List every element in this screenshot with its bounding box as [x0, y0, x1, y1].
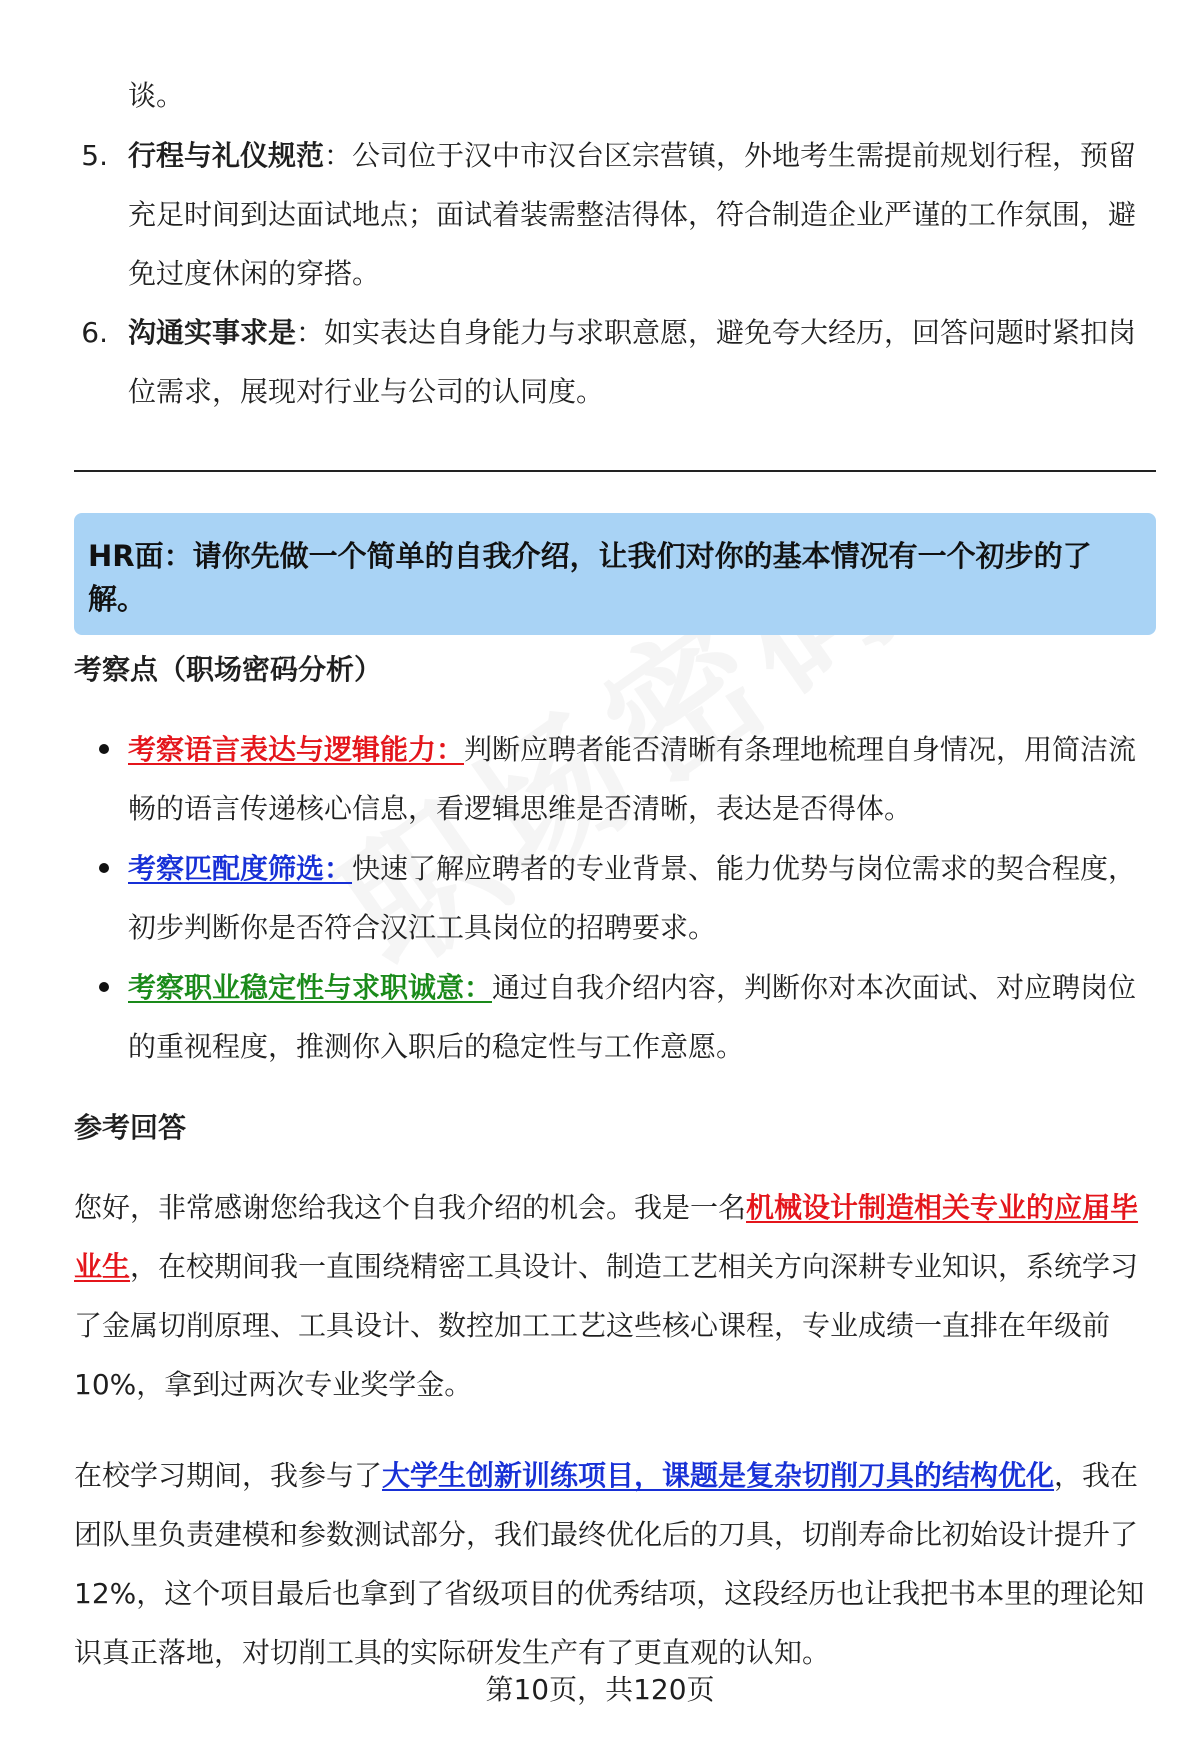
answer-text: ，在校期间我一直围绕精密工具设计、制造工艺相关方向深耕专业知识，系统学习了金属切削原理、工具设计、数控加工工艺这些核心课程，专业成绩一直排在年级前10%，拿到过两次专业奖学金。	[74, 1250, 1139, 1401]
list-item-tail: 谈。	[128, 79, 185, 112]
answer-paragraph-2	[74, 1446, 1150, 1682]
page-footer: 第10页，共120页	[485, 1673, 715, 1706]
list-item	[128, 303, 1148, 421]
question-box	[74, 513, 1156, 635]
bullet-text: 快速了解应聘者的专业背景、能力优势与岗位需求的契合程度，初步判断你是否符合汉江工具岗位的招聘要求。	[128, 852, 1137, 944]
question-text: HR面：请你先做一个简单的自我介绍，让我们对你的基本情况有一个初步的了解。	[88, 539, 1092, 616]
list-number: 6.	[81, 316, 108, 349]
bullet-dot	[99, 982, 109, 992]
bullet-dot	[99, 863, 109, 873]
bullet-item	[128, 720, 1150, 838]
list-item-title: 沟通实事求是	[128, 316, 297, 349]
answer-paragraph-1	[74, 1178, 1150, 1414]
analysis-heading: 考察点（职场密码分析）	[74, 653, 383, 686]
list-item-title: 行程与礼仪规范	[128, 139, 325, 172]
answer-text: 在校学习期间，我参与了	[74, 1459, 383, 1492]
bullet-text: 通过自我介绍内容，判断你对本次面试、对应聘岗位的重视程度，推测你入职后的稳定性与工作意愿。	[128, 971, 1137, 1063]
bullet-dot	[99, 744, 109, 754]
list-item	[128, 126, 1148, 303]
bullet-item	[128, 839, 1150, 957]
bullet-keyword: 考察职业稳定性与求职诚意：	[128, 971, 493, 1004]
answer-highlight: 机械设计制造相关专业的应届毕业生	[74, 1191, 1139, 1283]
answer-text: ，我在团队里负责建模和参数测试部分，我们最终优化后的刀具，切削寿命比初始设计提升了12%，这个项目最后也拿到了省级项目的优秀结项，这段经历也让我把书本里的理论知识真正落地，对切削工具的实际研发生产有了更直观的认知。	[74, 1459, 1145, 1669]
answer-highlight: 大学生创新训练项目，课题是复杂切削刀具的结构优化	[382, 1459, 1055, 1492]
bullet-item	[128, 958, 1150, 1076]
section-divider	[74, 470, 1156, 472]
list-item-text: ：如实表达自身能力与求职意愿，避免夸大经历，回答问题时紧扣岗位需求，展现对行业与公司的认同度。	[128, 316, 1137, 408]
list-item-text: ：公司位于汉中市汉台区宗营镇，外地考生需提前规划行程，预留充足时间到达面试地点；面试着装需整洁得体，符合制造企业严谨的工作氛围，避免过度休闲的穿搭。	[128, 139, 1137, 290]
bullet-keyword: 考察语言表达与逻辑能力：	[128, 733, 465, 766]
answer-text: 您好，非常感谢您给我这个自我介绍的机会。我是一名	[74, 1191, 747, 1224]
list-number: 5.	[81, 139, 108, 172]
answer-heading: 参考回答	[74, 1111, 187, 1144]
bullet-keyword: 考察匹配度筛选：	[128, 852, 353, 885]
bullet-text: 判断应聘者能否清晰有条理地梳理自身情况，用简洁流畅的语言传递核心信息，看逻辑思维是否清晰，表达是否得体。	[128, 733, 1137, 825]
